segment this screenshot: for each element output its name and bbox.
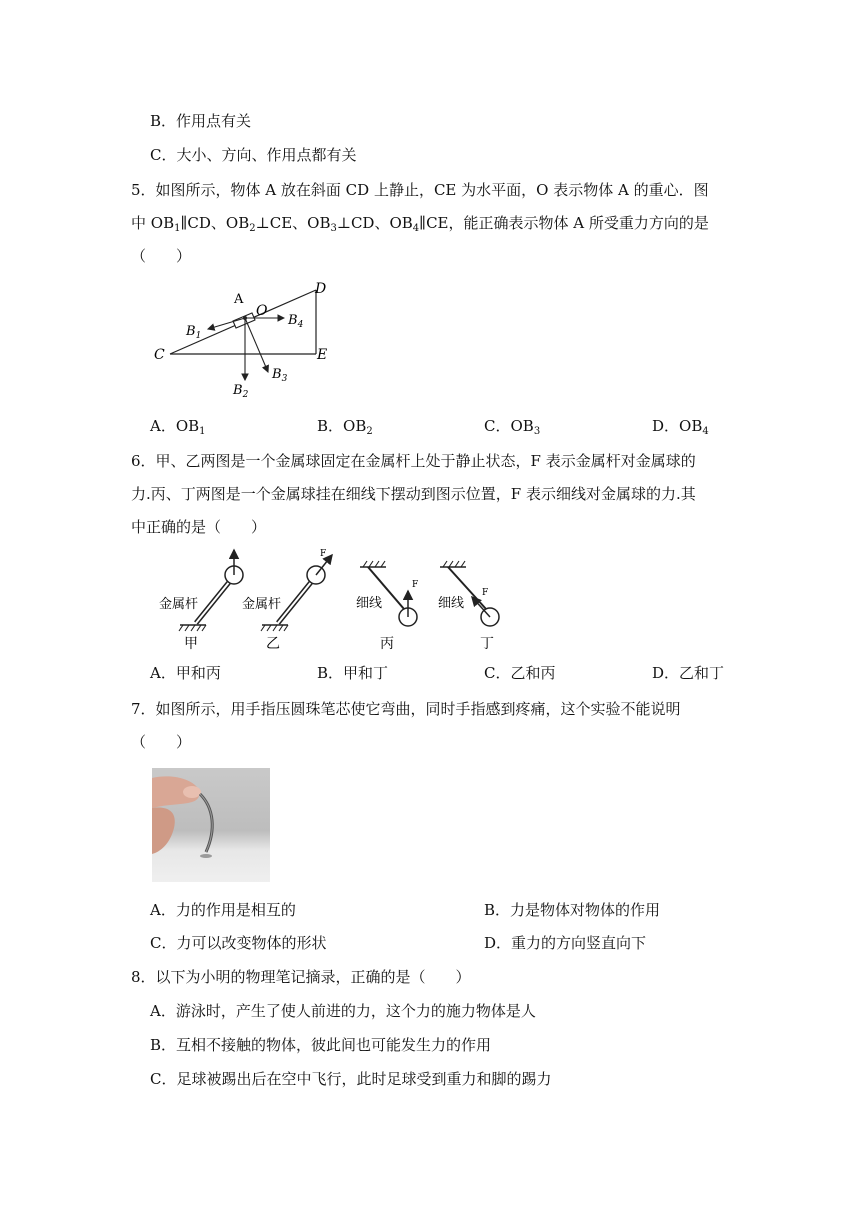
label-F-yi: F	[320, 549, 327, 559]
q7-option-a: A．力的作用是相互的	[150, 901, 296, 919]
q7-option-c: C．力可以改变物体的形状	[150, 934, 327, 952]
label-rod-yi: 金属杆	[242, 597, 282, 612]
label-B4: $B_4$	[288, 313, 304, 330]
q6-text-line2: 力.丙、丁两图是一个金属球挂在细线下摆动到图示位置，F 表示细线对金属球的力.其	[131, 485, 696, 503]
q6-option-c: C．乙和丙	[484, 664, 556, 682]
label-F-ding: F	[482, 588, 489, 598]
label-F-bing: F	[412, 580, 419, 590]
q7-option-b: B．力是物体对物体的作用	[484, 901, 661, 919]
label-C: C	[154, 347, 165, 363]
label-bing: 丙	[380, 636, 394, 652]
q5-option-c: C．$OB_3$	[484, 417, 541, 437]
q6-option-b: B．甲和丁	[317, 664, 389, 682]
q6-text-line1: 6．甲、乙两图是一个金属球固定在金属杆上处于静止状态，F 表示金属杆对金属球的	[131, 452, 696, 470]
label-ding: 丁	[480, 636, 494, 652]
label-O: O	[256, 303, 268, 319]
q5-text-line2: 中 $OB_1\parallel CD$、$OB_2\perp CE$、$OB_3\perp CD$、$OB_4\parallel CE$，能正确表示物体 A 所受重力方向的是	[131, 214, 709, 234]
q4-option-c: C．大小、方向、作用点都有关	[150, 146, 357, 164]
label-B2: $B_2$	[233, 383, 249, 400]
label-E: E	[317, 347, 328, 363]
label-jia: 甲	[184, 636, 198, 652]
q7-text-line2: （ ）	[131, 733, 192, 751]
q5-figure-incline	[148, 278, 338, 400]
label-A: A	[234, 292, 244, 307]
q6-option-a: A．甲和丙	[150, 664, 221, 682]
label-string-bing: 细线	[356, 596, 383, 611]
label-D: D	[315, 281, 327, 297]
q5-option-a: A．$OB_1$	[150, 417, 206, 437]
q8-option-a: A．游泳时，产生了使人前进的力，这个力的施力物体是人	[150, 1002, 536, 1020]
q6-option-d: D．乙和丁	[652, 664, 725, 682]
label-B3: $B_3$	[272, 367, 288, 384]
label-B1: $B_1$	[186, 324, 202, 341]
q8-option-c: C．足球被踢出后在空中飞行，此时足球受到重力和脚的踢力	[150, 1070, 552, 1088]
q5-text-line1: 5．如图所示，物体 A 放在斜面 CD 上静止，CE 为水平面，O 表示物体 A 的重心．图	[131, 181, 709, 199]
q7-option-d: D．重力的方向竖直向下	[484, 934, 647, 952]
q5-option-d: D．$OB_4$	[652, 417, 709, 437]
q8-text-line1: 8．以下为小明的物理笔记摘录，正确的是（ ）	[131, 968, 471, 986]
q7-photo-finger-pressing-pen-refill	[152, 768, 270, 882]
q7-text-line1: 7．如图所示，用手指压圆珠笔芯使它弯曲，同时手指感到疼痛，这个实验不能说明	[131, 700, 681, 718]
label-string-ding: 细线	[438, 596, 465, 611]
q5-text-line3: （ ）	[131, 247, 192, 265]
label-yi: 乙	[266, 636, 280, 652]
q6-text-line3: 中正确的是（ ）	[131, 518, 267, 536]
q5-option-b: B．$OB_2$	[317, 417, 373, 437]
label-rod-jia: 金属杆	[159, 597, 199, 612]
q8-option-b: B．互相不接触的物体，彼此间也可能发生力的作用	[150, 1036, 492, 1054]
q4-option-b: B．作用点有关	[150, 112, 252, 130]
q6-figure-rods-strings	[150, 545, 520, 657]
